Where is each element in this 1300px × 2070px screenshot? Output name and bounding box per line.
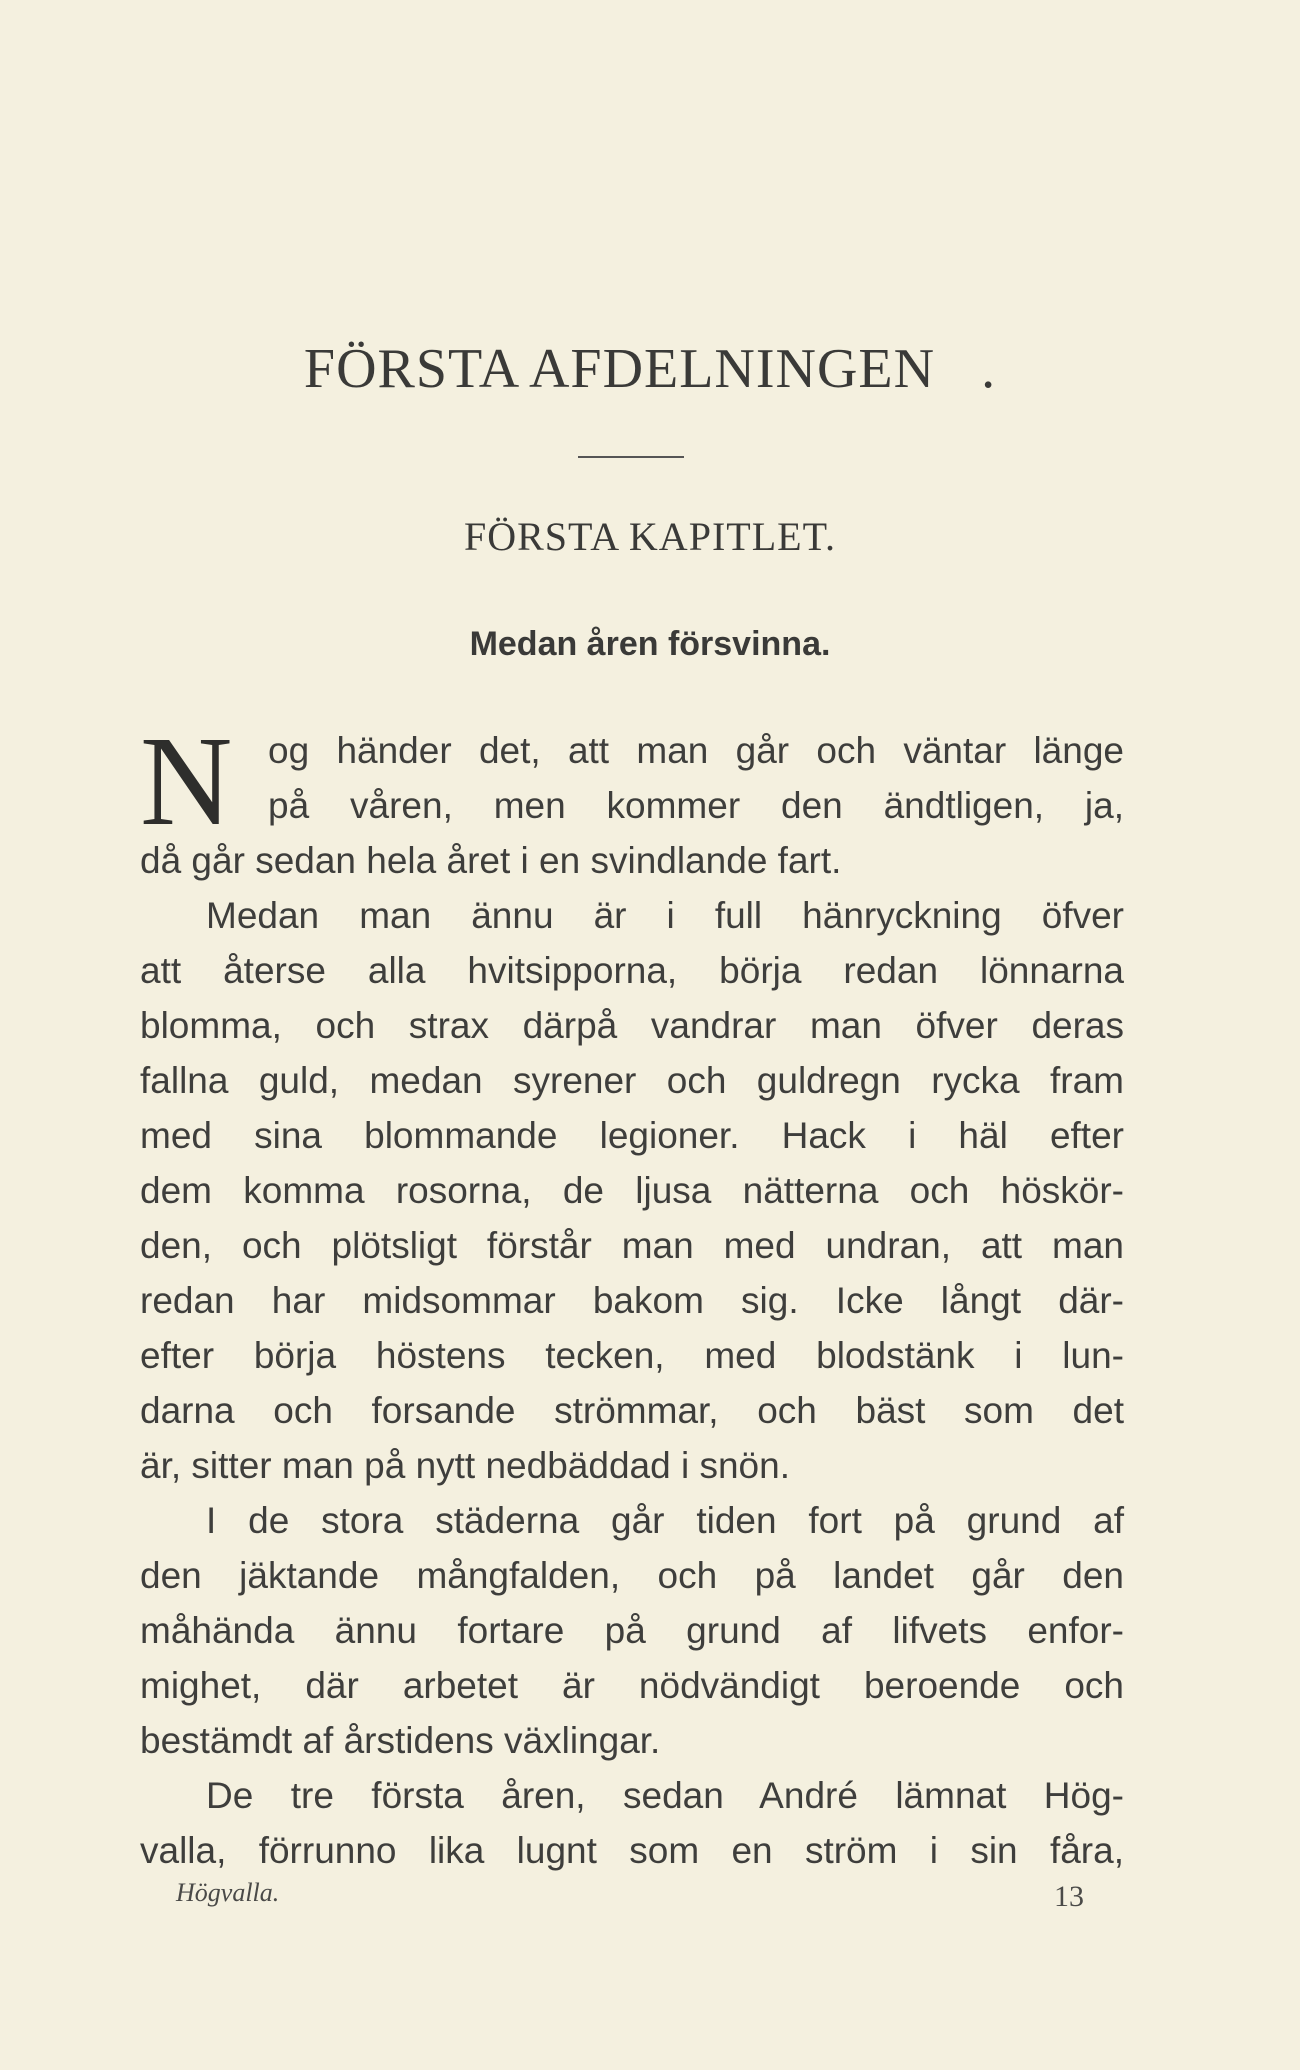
text-line: bestämdt af årstidens växlingar. — [140, 1720, 661, 1761]
text-line: blomma, och strax därpå vandrar man öfver deras — [140, 1005, 1124, 1046]
text-line: den, och plötsligt förstår man med undran, att man — [140, 1225, 1124, 1266]
text-line: darna och forsande strömmar, och bäst som det — [140, 1390, 1124, 1431]
title-divider — [578, 456, 684, 458]
opening-paragraph-start — [140, 710, 1124, 852]
text-line: efter börja höstens tecken, med blodstänk i lun- — [140, 1335, 1124, 1376]
text-line: med sina blommande legioner. Hack i häl efter — [140, 1115, 1124, 1156]
body-text — [140, 710, 1124, 1878]
text-line: att återse alla hvitsipporna, börja redan lönnarna — [140, 950, 1124, 991]
text-line: De tre första åren, sedan André lämnat Hög- — [206, 1775, 1124, 1816]
text-line: dem komma rosorna, de ljusa nätterna och höskör- — [140, 1170, 1124, 1211]
text-line: I de stora städerna går tiden fort på grund af — [206, 1500, 1124, 1541]
page-number: 13 — [1054, 1880, 1084, 1913]
text-line: valla, förrunno lika lugnt som en ström i sin fåra, — [140, 1830, 1124, 1871]
text-line: är, sitter man på nytt nedbäddad i snön. — [140, 1445, 790, 1486]
text-line: på våren, men kommer den ändtligen, ja, — [268, 785, 1124, 826]
drop-cap: N — [140, 710, 233, 852]
chapter-subtitle: Medan åren försvinna. — [469, 625, 831, 663]
part-title — [0, 337, 1300, 401]
text-line: då går sedan hela året i en svindlande fart. — [140, 840, 842, 881]
text-line: den jäktande mångfalden, och på landet går den — [140, 1555, 1124, 1596]
text-line: måhända ännu fortare på grund af lifvets enfor- — [140, 1610, 1124, 1651]
text-line: redan har midsommar bakom sig. Icke långt där- — [140, 1280, 1124, 1321]
text-line: Medan man ännu är i full hänryckning öfver — [206, 895, 1124, 936]
text-line: fallna guld, medan syrener och guldregn rycka fram — [140, 1060, 1124, 1101]
text-line: og händer det, att man går och väntar länge — [268, 730, 1124, 771]
text-line: mighet, där arbetet är nödvändigt beroende och — [140, 1665, 1124, 1706]
part-title-mark: . — [981, 338, 997, 400]
part-title-text: FÖRSTA AFDELNINGEN — [303, 338, 936, 400]
signature-mark: Högvalla. — [176, 1878, 280, 1907]
chapter-title: FÖRSTA KAPITLET. — [463, 514, 837, 559]
